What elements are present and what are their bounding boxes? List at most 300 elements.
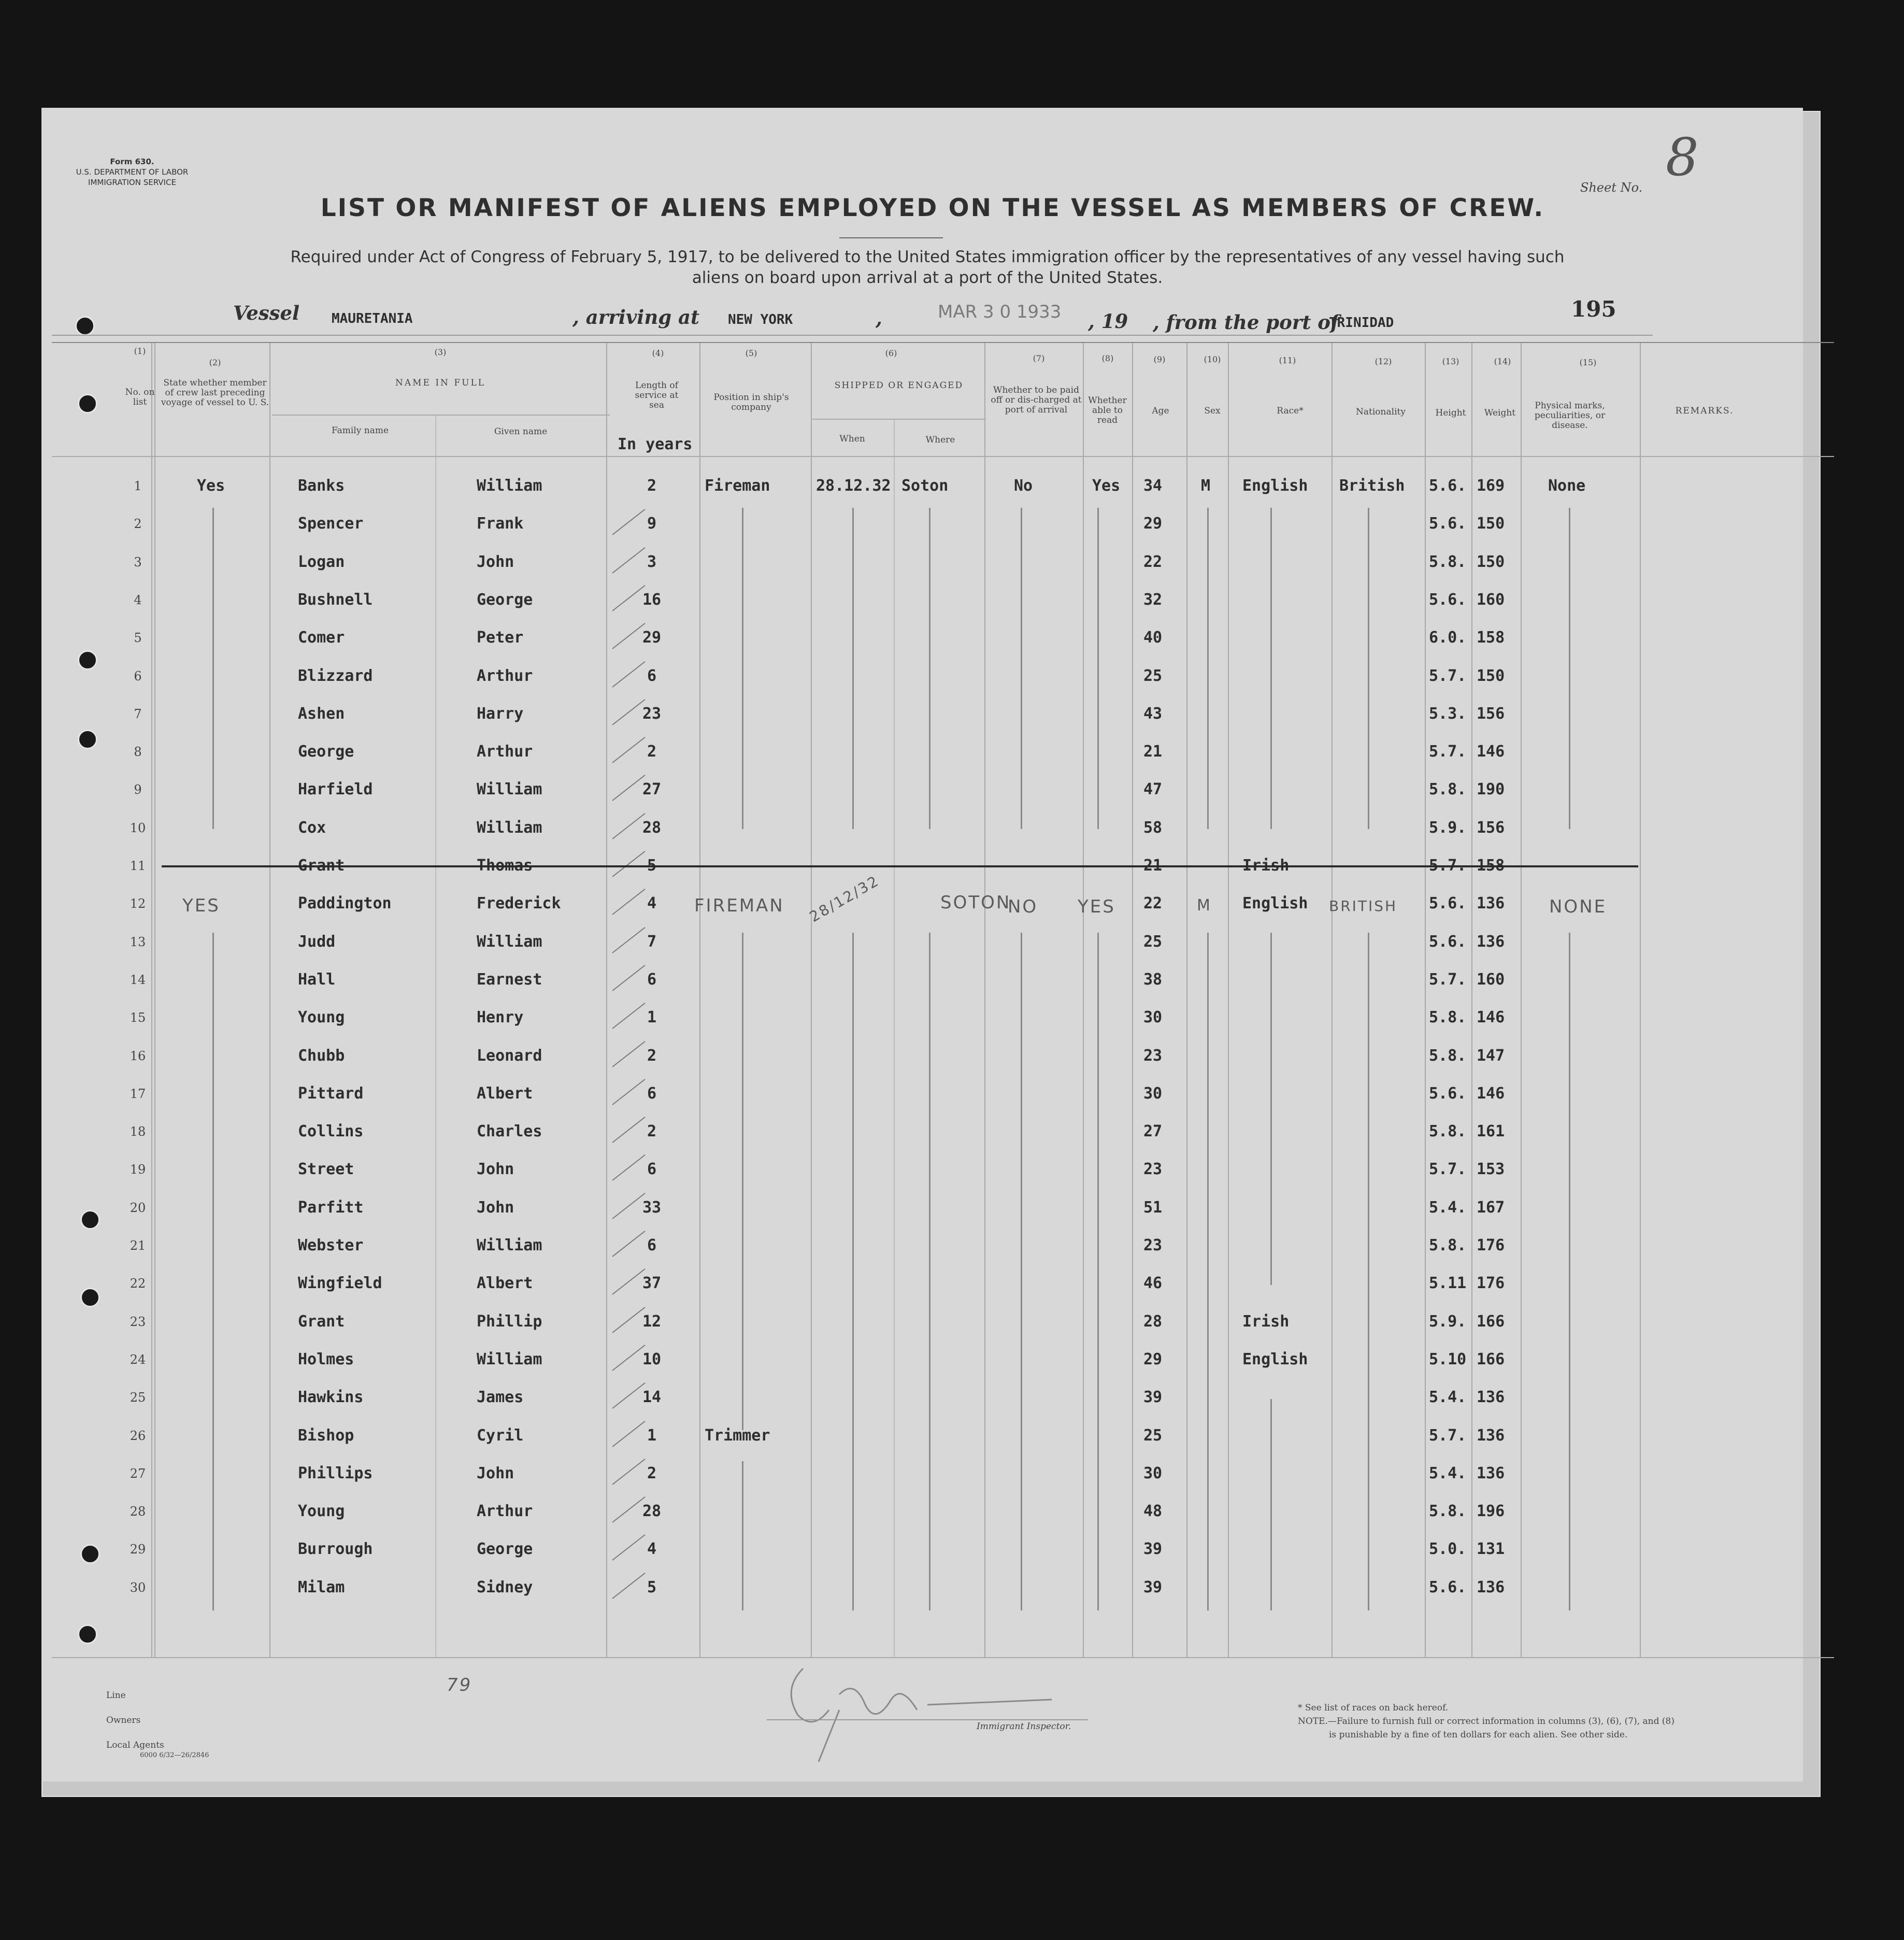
- colnum-13: (13): [1442, 356, 1459, 366]
- cell-height: 5.7.: [1429, 857, 1467, 875]
- form-number: Form 630.: [110, 157, 154, 166]
- cell-years: 23: [642, 705, 662, 723]
- punch-hole: [78, 394, 97, 413]
- ditto-line: [212, 933, 214, 1610]
- cell-weight: 160: [1477, 971, 1505, 989]
- cell-age: 23: [1143, 1236, 1163, 1254]
- header-when: When: [839, 434, 865, 444]
- cell-years: 2: [647, 1047, 657, 1065]
- header-remarks: REMARKS.: [1675, 406, 1734, 416]
- footer-owners-label: Owners: [106, 1715, 141, 1725]
- row-number: 18: [130, 1124, 146, 1139]
- row-number: 16: [130, 1049, 146, 1063]
- cell-family: Hawkins: [298, 1388, 364, 1406]
- cell-sex: M: [1201, 477, 1211, 495]
- header-name-in-full: NAME IN FULL: [395, 378, 486, 388]
- cell-height: 5.8.: [1429, 1502, 1467, 1520]
- footer-note-1: NOTE.—Failure to furnish full or correct information in columns (3), (6), (7), and (8): [1298, 1716, 1674, 1727]
- cell-age: 25: [1143, 667, 1163, 685]
- cell-years: 9: [647, 515, 657, 533]
- cell-family: George: [298, 743, 354, 761]
- cell-height: 5.7.: [1429, 971, 1467, 989]
- header-physical-marks: Physical marks, peculiarities, or disease.: [1534, 401, 1606, 431]
- row-number: 26: [130, 1429, 146, 1443]
- colnum-1: (1): [134, 346, 146, 356]
- cell-given: Thomas: [477, 857, 533, 875]
- cell-years: 33: [642, 1199, 662, 1217]
- cell-family: Hall: [298, 971, 336, 989]
- footer-line-value: 79: [447, 1675, 473, 1695]
- cell-height: 5.4.: [1429, 1199, 1467, 1217]
- cell-given: William: [477, 780, 542, 798]
- page-title: LIST OR MANIFEST OF ALIENS EMPLOYED ON THE VESSEL AS MEMBERS OF CREW.: [320, 194, 1545, 222]
- cell-years: 12: [642, 1313, 662, 1331]
- inspector-label: Immigrant Inspector.: [977, 1721, 1071, 1732]
- cell-height: 5.7.: [1429, 667, 1467, 685]
- vessel-name: MAURETANIA: [332, 311, 413, 326]
- subcolumn-rule: [435, 415, 436, 1657]
- cell-given: Harry: [477, 705, 524, 723]
- footer-note-2: is punishable by a fine of ten dollars for each alien. See other side.: [1329, 1730, 1628, 1740]
- inspector-signature: [762, 1648, 1062, 1767]
- colnum-3: (3): [434, 347, 447, 357]
- cell-family: Collins: [298, 1122, 364, 1140]
- form-service: IMMIGRATION SERVICE: [88, 178, 176, 187]
- row-number: 13: [130, 935, 146, 949]
- cell-years: 2: [647, 1464, 657, 1482]
- cell-family: Chubb: [298, 1047, 345, 1065]
- cell-given: Cyril: [477, 1427, 524, 1445]
- cell-family: Webster: [298, 1236, 364, 1254]
- cell-weight: 176: [1477, 1236, 1505, 1254]
- ditto-line: [929, 933, 930, 1610]
- cell-family: Grant: [298, 857, 345, 875]
- punch-hole: [78, 650, 97, 670]
- cell-years: 6: [647, 1160, 657, 1178]
- cell-years: 28: [642, 1502, 662, 1520]
- header-height: Height: [1435, 408, 1466, 418]
- cell-weight: 153: [1477, 1160, 1505, 1178]
- ditto-line: [1270, 508, 1272, 829]
- cell-height: 5.8.: [1429, 780, 1467, 798]
- cell-given: Peter: [477, 629, 524, 647]
- header-given-name: Given name: [494, 426, 548, 437]
- cell-weight: 158: [1477, 629, 1505, 647]
- cell-weight: 166: [1477, 1350, 1505, 1368]
- cell-read: Yes: [1092, 477, 1121, 495]
- cell-age: 58: [1143, 819, 1163, 837]
- cell-family: Pittard: [298, 1085, 364, 1103]
- cell-years: 27: [642, 780, 662, 798]
- row-number: 1: [134, 479, 142, 493]
- cell-years: 29: [642, 629, 662, 647]
- header-nationality: Nationality: [1356, 407, 1406, 417]
- cell-family: Wingfield: [298, 1274, 382, 1292]
- ditto-line: [1368, 933, 1369, 1610]
- subtitle-line-2: aliens on board upon arrival at a port of the United States.: [692, 268, 1163, 287]
- column-rule: [1186, 343, 1187, 1657]
- ditto-line: [1368, 508, 1369, 829]
- cell-weight: 156: [1477, 705, 1505, 723]
- cell-when: 28.12.32: [816, 477, 891, 495]
- cell-race: English: [1242, 477, 1308, 495]
- cell-given: Henry: [477, 1008, 524, 1026]
- cell-height: 5.6.: [1429, 477, 1467, 495]
- cell-years: 3: [647, 553, 657, 571]
- ditto-line: [929, 508, 930, 829]
- column-rule: [1425, 343, 1426, 1657]
- hand-position-fireman: FIREMAN: [694, 895, 784, 916]
- row-number: 12: [130, 896, 146, 911]
- cell-years: 2: [647, 1122, 657, 1140]
- cell-height: 5.7.: [1429, 743, 1467, 761]
- manifest-number: 195: [1571, 296, 1616, 322]
- cell-family: Logan: [298, 553, 345, 571]
- cell-where: Soton: [901, 477, 949, 495]
- cell-family: Young: [298, 1008, 345, 1026]
- column-rule: [1228, 343, 1229, 1657]
- cell-given: Arthur: [477, 743, 533, 761]
- column-rule: [699, 343, 700, 1657]
- cell-family: Cox: [298, 819, 326, 837]
- cell-given: George: [477, 1540, 533, 1558]
- punch-hole: [80, 1210, 100, 1230]
- row-number: 25: [130, 1390, 146, 1405]
- cell-weight: 136: [1477, 894, 1505, 912]
- cell-height: 5.6.: [1429, 591, 1467, 609]
- cell-given: Albert: [477, 1274, 533, 1292]
- cell-years: 4: [647, 1540, 657, 1558]
- cell-weight: 176: [1477, 1274, 1505, 1292]
- cell-height: 6.0.: [1429, 629, 1467, 647]
- hand-nationality-british: BRITISH: [1329, 897, 1398, 915]
- row-number: 3: [134, 555, 142, 569]
- header-bottom-rule: [52, 456, 1834, 457]
- from-port-label: , from the port of: [1153, 311, 1339, 334]
- cell-age: 48: [1143, 1502, 1163, 1520]
- cell-years: 6: [647, 1236, 657, 1254]
- cell-years: 16: [642, 591, 662, 609]
- cell-height: 5.6.: [1429, 515, 1467, 533]
- comma: ,: [876, 307, 882, 330]
- cell-height: 5.11: [1429, 1274, 1467, 1292]
- row-number: 19: [130, 1162, 146, 1177]
- cell-given: William: [477, 819, 542, 837]
- ditto-line: [742, 933, 743, 1430]
- cell-weight: 167: [1477, 1199, 1505, 1217]
- cell-given: Sidney: [477, 1578, 533, 1596]
- cell-age: 21: [1143, 743, 1163, 761]
- ditto-line: [1569, 508, 1570, 829]
- header-no-on-list: No. on list: [125, 387, 155, 407]
- cell-height: 5.4.: [1429, 1388, 1467, 1406]
- cell-height: 5.8.: [1429, 553, 1467, 571]
- cell-family: Banks: [298, 477, 345, 495]
- cell-family: Bushnell: [298, 591, 373, 609]
- cell-given: Charles: [477, 1122, 542, 1140]
- table-top-rule: [52, 342, 1834, 343]
- header-age: Age: [1152, 406, 1169, 416]
- cell-given: William: [477, 1236, 542, 1254]
- cell-family: Street: [298, 1160, 354, 1178]
- row-number: 21: [130, 1238, 146, 1253]
- subtitle-line-1: Required under Act of Congress of February 5, 1917, to be delivered to the United States immigration officer by the representatives of any vessel having such: [290, 248, 1565, 266]
- cell-age: 23: [1143, 1160, 1163, 1178]
- column-rule: [811, 343, 812, 1657]
- column-rule: [1332, 343, 1333, 1657]
- cell-years: 14: [642, 1388, 662, 1406]
- ditto-line: [1569, 933, 1570, 1610]
- arriving-port: NEW YORK: [728, 312, 793, 327]
- cell-family: Milam: [298, 1578, 345, 1596]
- header-state: State whether member of crew last preceding voyage of vessel to U. S.: [161, 378, 269, 408]
- row-number: 15: [130, 1010, 146, 1025]
- ditto-line: [1097, 508, 1099, 829]
- cell-height: 5.0.: [1429, 1540, 1467, 1558]
- colnum-10: (10): [1204, 354, 1221, 364]
- cell-age: 47: [1143, 780, 1163, 798]
- colnum-15: (15): [1579, 358, 1597, 367]
- sheet-number-label: Sheet No.: [1580, 180, 1643, 195]
- cell-height: 5.6.: [1429, 894, 1467, 912]
- ditto-line: [1207, 508, 1209, 829]
- cell-weight: 156: [1477, 819, 1505, 837]
- cell-years: 2: [647, 743, 657, 761]
- hand-where-soton: SOTON: [940, 892, 1011, 913]
- cell-given: Frederick: [477, 894, 561, 912]
- cell-family: Young: [298, 1502, 345, 1520]
- cell-race: Irish: [1242, 857, 1290, 875]
- colnum-2: (2): [209, 358, 221, 367]
- cell-family: Burrough: [298, 1540, 373, 1558]
- cell-age: 29: [1143, 515, 1163, 533]
- cell-weight: 169: [1477, 477, 1505, 495]
- row-number: 8: [134, 745, 142, 759]
- cell-weight: 136: [1477, 1464, 1505, 1482]
- row-number: 22: [130, 1276, 146, 1291]
- column-rule: [1640, 343, 1641, 1657]
- cell-weight: 136: [1477, 933, 1505, 951]
- cell-age: 34: [1143, 477, 1163, 495]
- colnum-9: (9): [1153, 354, 1166, 364]
- row-number: 24: [130, 1352, 146, 1367]
- cell-weight: 146: [1477, 1085, 1505, 1103]
- cell-weight: 150: [1477, 553, 1505, 571]
- footer-local-agents-label: Local Agents: [106, 1740, 164, 1750]
- footer-print-code: 6000 6/32—26/2846: [140, 1751, 209, 1759]
- header-position: Position in ship's company: [713, 392, 789, 412]
- header-family-name: Family name: [331, 425, 389, 436]
- cell-weight: 136: [1477, 1578, 1505, 1596]
- header-where: Where: [925, 435, 955, 445]
- cell-age: 39: [1143, 1388, 1163, 1406]
- date-stamp: MAR 3 0 1933: [938, 302, 1062, 322]
- colnum-6: (6): [885, 348, 897, 358]
- punch-hole: [78, 730, 97, 749]
- cell-given: Arthur: [477, 1502, 533, 1520]
- ditto-line: [1207, 933, 1209, 1610]
- cell-given: William: [477, 1350, 542, 1368]
- cell-given: Phillip: [477, 1313, 542, 1331]
- cell-given: Leonard: [477, 1047, 542, 1065]
- punch-hole: [80, 1288, 100, 1307]
- cell-given: Arthur: [477, 667, 533, 685]
- title-rule: [839, 237, 943, 238]
- cell-height: 5.7.: [1429, 1427, 1467, 1445]
- cell-race: Irish: [1242, 1313, 1290, 1331]
- cell-given: George: [477, 591, 533, 609]
- header-weight: Weight: [1484, 408, 1516, 418]
- cell-given: John: [477, 553, 514, 571]
- row-number: 20: [130, 1201, 146, 1215]
- header-sex: Sex: [1204, 406, 1221, 416]
- cell-age: 25: [1143, 933, 1163, 951]
- cell-marks: None: [1548, 477, 1586, 495]
- footer-line-label: Line: [106, 1690, 126, 1701]
- column-rule: [154, 343, 155, 1657]
- ditto-line: [852, 508, 854, 829]
- from-port: TRINIDAD: [1329, 315, 1394, 331]
- column-rule: [1132, 343, 1133, 1657]
- row-number: 5: [134, 631, 142, 645]
- cell-weight: 158: [1477, 857, 1505, 875]
- cell-age: 30: [1143, 1464, 1163, 1482]
- row-number: 14: [130, 973, 146, 987]
- cell-age: 23: [1143, 1047, 1163, 1065]
- cell-height: 5.6.: [1429, 1085, 1467, 1103]
- cell-family: Spencer: [298, 515, 364, 533]
- cell-height: 5.8.: [1429, 1236, 1467, 1254]
- cell-years: 1: [647, 1427, 657, 1445]
- cell-weight: 146: [1477, 743, 1505, 761]
- row-number: 23: [130, 1315, 146, 1329]
- cell-family: Blizzard: [298, 667, 373, 685]
- row-number: 28: [130, 1504, 146, 1519]
- cell-years: 6: [647, 667, 657, 685]
- cell-age: 43: [1143, 705, 1163, 723]
- cell-height: 5.10: [1429, 1350, 1467, 1368]
- cell-given: James: [477, 1388, 524, 1406]
- colnum-12: (12): [1375, 356, 1392, 366]
- cell-given: Frank: [477, 515, 524, 533]
- header-shipped-or-engaged: SHIPPED OR ENGAGED: [834, 380, 964, 391]
- cell-years: 6: [647, 971, 657, 989]
- hand-state-yes: YES: [182, 895, 220, 916]
- cell-age: 40: [1143, 629, 1163, 647]
- row-number: 9: [134, 782, 142, 797]
- page-subtitle: [171, 247, 1684, 288]
- cell-age: 21: [1143, 857, 1163, 875]
- cell-years: 7: [647, 933, 657, 951]
- cell-age: 32: [1143, 591, 1163, 609]
- cell-age: 29: [1143, 1350, 1163, 1368]
- row-number: 4: [134, 593, 142, 607]
- ditto-line: [1270, 1399, 1272, 1610]
- cell-age: 46: [1143, 1274, 1163, 1292]
- cell-age: 27: [1143, 1122, 1163, 1140]
- cell-age: 38: [1143, 971, 1163, 989]
- cell-given: Earnest: [477, 971, 542, 989]
- cell-age: 39: [1143, 1540, 1163, 1558]
- cell-weight: 131: [1477, 1540, 1505, 1558]
- column-rule: [151, 343, 152, 1657]
- cell-race: English: [1242, 1350, 1308, 1368]
- shipped-subrule: [812, 419, 986, 420]
- inspector-rule: [767, 1719, 1088, 1720]
- cell-weight: 161: [1477, 1122, 1505, 1140]
- cell-given: William: [477, 933, 542, 951]
- row-number: 27: [130, 1466, 146, 1481]
- cell-position: Trimmer: [705, 1427, 770, 1445]
- ditto-line: [1021, 508, 1022, 829]
- cell-weight: 166: [1477, 1313, 1505, 1331]
- colnum-8: (8): [1101, 353, 1114, 363]
- cell-years: 5: [647, 1578, 657, 1596]
- cell-weight: 160: [1477, 591, 1505, 609]
- row-number: 7: [134, 707, 142, 721]
- cell-weight: 146: [1477, 1008, 1505, 1026]
- header-paid-off: Whether to be paid off or dis-charged at port of arrival: [991, 385, 1082, 415]
- cell-given: John: [477, 1199, 514, 1217]
- hand-when: 28/12/32: [806, 872, 882, 926]
- cell-weight: 136: [1477, 1427, 1505, 1445]
- hand-marks-none: NONE: [1549, 896, 1607, 917]
- ditto-line: [1097, 933, 1099, 1610]
- form-department: U.S. DEPARTMENT OF LABOR: [76, 167, 189, 177]
- hand-sex-m: M: [1197, 896, 1212, 915]
- cell-age: 30: [1143, 1008, 1163, 1026]
- cell-nationality: British: [1339, 477, 1405, 495]
- cell-weight: 147: [1477, 1047, 1505, 1065]
- cell-family: Paddington: [298, 894, 392, 912]
- name-subrule: [272, 415, 610, 416]
- cell-given: John: [477, 1464, 514, 1482]
- colnum-14: (14): [1494, 356, 1511, 366]
- cell-family: Holmes: [298, 1350, 354, 1368]
- colnum-4: (4): [652, 348, 664, 358]
- ditto-line: [1021, 933, 1022, 1610]
- column-rule: [269, 343, 270, 1657]
- cell-weight: 190: [1477, 780, 1505, 798]
- ditto-line: [742, 508, 743, 829]
- column-rule: [984, 343, 985, 1657]
- header-race: Race*: [1277, 406, 1304, 416]
- cell-age: 30: [1143, 1085, 1163, 1103]
- row-number: 11: [130, 859, 146, 873]
- cell-age: 25: [1143, 1427, 1163, 1445]
- colnum-11: (11): [1279, 355, 1296, 365]
- cell-years: 5: [647, 857, 657, 875]
- form-header: [57, 156, 207, 188]
- cell-years: 2: [647, 477, 657, 495]
- colnum-7: (7): [1033, 353, 1045, 363]
- cell-height: 5.7.: [1429, 1160, 1467, 1178]
- cell-given: William: [477, 477, 542, 495]
- punch-hole: [78, 1624, 97, 1644]
- cell-age: 39: [1143, 1578, 1163, 1596]
- vessel-underline: [52, 335, 1653, 336]
- cell-age: 22: [1143, 553, 1163, 571]
- cell-height: 5.6.: [1429, 933, 1467, 951]
- subcolumn-rule: [894, 419, 895, 1657]
- hand-read-yes: YES: [1078, 896, 1115, 917]
- header-length-of-service: Length of service at sea: [635, 380, 679, 410]
- colnum-5: (5): [745, 348, 757, 358]
- strike-line: [162, 865, 1638, 867]
- cell-family: Grant: [298, 1313, 345, 1331]
- column-rule: [1083, 343, 1084, 1657]
- ditto-line: [1270, 933, 1272, 1285]
